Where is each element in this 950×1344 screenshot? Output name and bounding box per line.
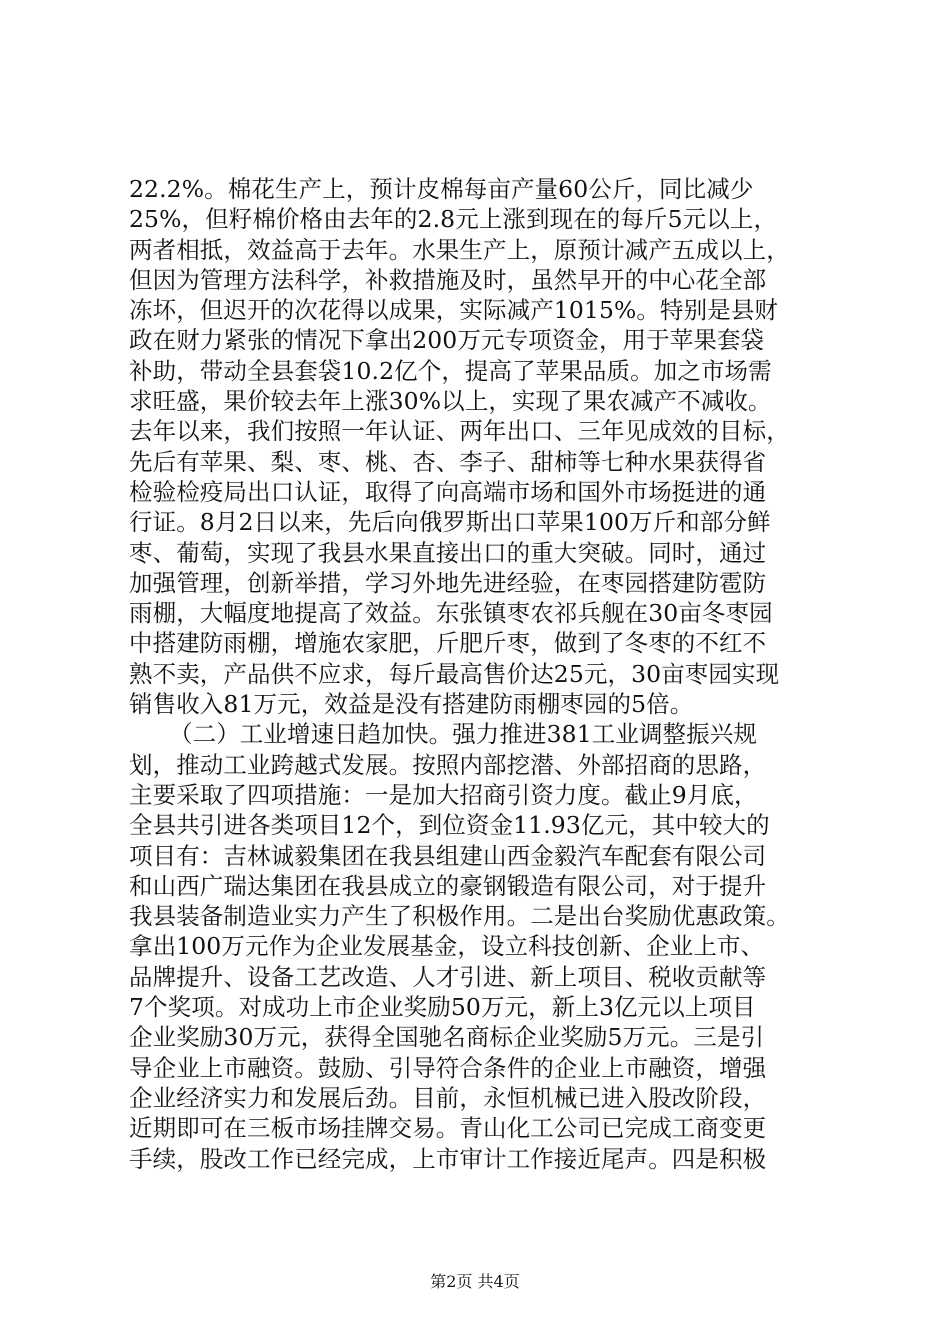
text-line: 近期即可在三板市场挂牌交易。青山化工公司已完成工商变更 [129,1114,767,1143]
text-line: 求旺盛，果价较去年上涨30%以上，实现了果农减产不减收。 [129,387,772,416]
text-line: 25%，但籽棉价格由去年的2.8元上涨到现在的每斤5元以上， [129,205,778,234]
text-line: 加强管理，创新举措，学习外地先进经验，在枣园搭建防雹防 [129,568,767,597]
body-text [129,174,837,1174]
text-line: 冻坏，但迟开的次花得以成果，实际减产1015%。特别是县财 [129,296,779,325]
text-line: 主要采取了四项措施：一是加大招商引资力度。截止9月底， [129,780,758,809]
text-line: 政在财力紧张的情况下拿出200万元专项资金，用于苹果套袋 [129,326,765,355]
text-line: 7个奖项。对成功上市企业奖励50万元，新上3亿元以上项目 [129,993,756,1022]
text-line: 补助，带动全县套袋10.2亿个，提高了苹果品质。加之市场需 [129,356,772,385]
text-line: 品牌提升、设备工艺改造、人才引进、新上项目、税收贡献等 [129,962,767,991]
text-line: 全县共引进各类项目12个，到位资金11.93亿元，其中较大的 [129,811,770,840]
text-line: 熟不卖，产品供不应求，每斤最高售价达25元，30亩枣园实现 [129,659,780,688]
text-line: 去年以来，我们按照一年认证、两年出口、三年见成效的目标， [129,417,790,446]
text-line: 但因为管理方法科学，补救措施及时，虽然早开的中心花全部 [129,265,767,294]
text-line: 枣、葡萄，实现了我县水果直接出口的重大突破。同时，通过 [129,538,767,567]
text-line: 销售收入81万元，效益是没有搭建防雨棚枣园的5倍。 [129,690,694,719]
text-line: 和山西广瑞达集团在我县成立的豪钢锻造有限公司，对于提升 [129,871,767,900]
text-line: 22.2%。棉花生产上，预计皮棉每亩产量60公斤，同比减少 [129,175,754,203]
text-line: 企业经济实力和发展后劲。目前，永恒机械已进入股改阶段， [129,1083,767,1112]
text-line: 行证。8月2日以来，先后向俄罗斯出口苹果100万斤和部分鲜 [129,508,771,537]
text-line: 划，推动工业跨越式发展。按照内部挖潜、外部招商的思路， [129,750,767,779]
text-line: 我县装备制造业实力产生了积极作用。二是出台奖励优惠政策。 [129,902,790,931]
text-line: 企业奖励30万元，获得全国驰名商标企业奖励5万元。三是引 [129,1023,765,1052]
text-line: 检验检疫局出口认证，取得了向高端市场和国外市场挺进的通 [129,477,767,506]
text-line: 两者相抵，效益高于去年。水果生产上，原预计减产五成以上， [129,235,790,264]
text-line: 项目有：吉林诚毅集团在我县组建山西金毅汽车配套有限公司 [129,841,767,870]
text-line: 雨棚，大幅度地提高了效益。东张镇枣农祁兵舰在30亩冬枣园 [129,599,773,628]
text-line: 先后有苹果、梨、枣、桃、杏、李子、甜柿等七种水果获得省 [129,447,767,476]
page-footer: 第2页 共4页 [430,1272,520,1291]
text-line: 手续，股改工作已经完成，上市审计工作接近尾声。四是积极 [129,1144,767,1173]
text-line: 中搭建防雨棚，增施农家肥，斤肥斤枣，做到了冬枣的不红不 [129,629,767,658]
text-line: 导企业上市融资。鼓励、引导符合条件的企业上市融资，增强 [129,1053,767,1082]
text-line: 拿出100万元作为企业发展基金，设立科技创新、企业上市、 [129,932,765,961]
text-line: （二）工业增速日趋加快。强力推进381工业调整振兴规 [169,720,757,749]
